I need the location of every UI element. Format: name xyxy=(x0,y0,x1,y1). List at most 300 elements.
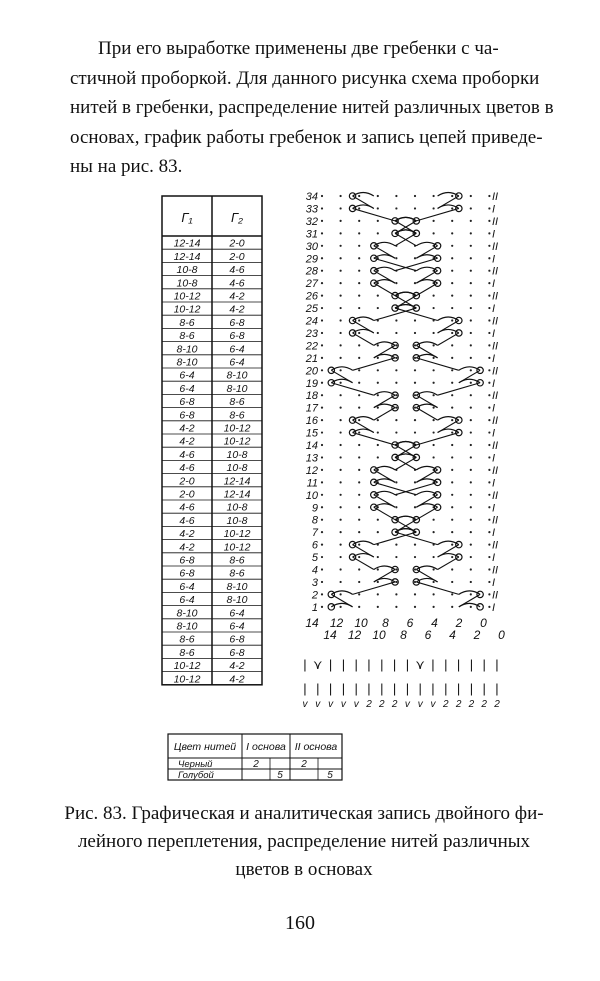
point-dot xyxy=(358,556,360,558)
point-dot xyxy=(377,581,379,583)
threading-comb-2-mark: | xyxy=(303,681,307,696)
point-dot xyxy=(488,519,490,521)
caption-line: Рис. 83. Графическая и аналитическая запись двойного фи- xyxy=(64,803,544,824)
chain-table-cell: 10-8 xyxy=(226,448,248,461)
row-comb-mark: I xyxy=(492,452,496,465)
chain-table-cell: 6-4 xyxy=(179,369,195,382)
point-dot xyxy=(488,282,490,284)
row-comb-mark: II xyxy=(492,290,499,303)
point-dot xyxy=(358,494,360,496)
row-number: 32 xyxy=(305,215,318,228)
chain-table-cell: 6-8 xyxy=(229,646,245,659)
chain-table-cell: 2-0 xyxy=(179,475,195,488)
point-dot xyxy=(414,207,416,209)
point-dot xyxy=(433,606,435,608)
point-dot xyxy=(321,407,323,409)
point-dot xyxy=(395,506,397,508)
point-dot xyxy=(377,456,379,458)
point-dot xyxy=(358,407,360,409)
point-dot xyxy=(358,282,360,284)
row-number: 18 xyxy=(305,390,318,403)
point-dot xyxy=(358,431,360,433)
threading-comb-1-mark: | xyxy=(456,657,461,672)
row-number: 6 xyxy=(311,539,318,552)
point-dot xyxy=(433,295,435,297)
comb-2-path-underlap xyxy=(374,482,417,494)
point-dot xyxy=(451,519,453,521)
point-dot xyxy=(451,394,453,396)
point-dot xyxy=(488,207,490,209)
row-number: 33 xyxy=(305,203,318,216)
chain-table-cell: 6-8 xyxy=(179,567,195,580)
point-dot xyxy=(488,270,490,272)
comb-1-path-underlap xyxy=(416,408,437,420)
threading-comb-1-mark: | xyxy=(444,657,448,672)
point-dot xyxy=(451,295,453,297)
point-dot xyxy=(321,456,323,458)
chain-table-cell: 10-12 xyxy=(173,660,201,673)
row-number: 12 xyxy=(305,464,318,477)
colors-table-row-label: Черный xyxy=(178,759,213,770)
chain-table-cell: 4-2 xyxy=(229,303,245,316)
point-dot xyxy=(470,568,472,570)
point-dot xyxy=(488,431,490,433)
point-dot xyxy=(433,232,435,234)
chain-table-cell: 4-6 xyxy=(179,462,195,475)
comb-2-path-underlap xyxy=(416,208,459,220)
point-dot xyxy=(321,544,323,546)
point-dot xyxy=(433,556,435,558)
point-dot xyxy=(377,431,379,433)
point-dot xyxy=(433,357,435,359)
point-dot xyxy=(451,357,453,359)
colors-table-header: II основа xyxy=(294,741,338,753)
point-dot xyxy=(414,369,416,371)
point-dot xyxy=(321,282,323,284)
point-dot xyxy=(377,332,379,334)
point-dot xyxy=(358,332,360,334)
chain-table-cell: 2-0 xyxy=(229,237,245,250)
row-number: 13 xyxy=(305,452,318,465)
point-dot xyxy=(321,295,323,297)
row-comb-mark: I xyxy=(492,203,496,216)
row-number: 1 xyxy=(311,601,318,614)
point-dot xyxy=(488,456,490,458)
row-comb-mark: I xyxy=(492,303,496,316)
row-comb-mark: I xyxy=(492,327,496,340)
point-dot xyxy=(414,257,416,259)
row-number: 34 xyxy=(305,191,318,203)
point-dot xyxy=(470,581,472,583)
chain-table-cell: 8-10 xyxy=(176,343,198,356)
chain-table-header: Г₁ xyxy=(181,210,193,225)
chain-table-cell: 12-14 xyxy=(173,250,201,263)
point-dot xyxy=(377,531,379,533)
point-dot xyxy=(395,481,397,483)
point-dot xyxy=(321,394,323,396)
point-dot xyxy=(340,369,342,371)
point-dot xyxy=(395,195,397,197)
point-dot xyxy=(321,344,323,346)
threading-bottom-label: v xyxy=(302,699,308,710)
chain-table-cell: 10-8 xyxy=(176,264,198,277)
point-dot xyxy=(321,593,323,595)
row-comb-mark: I xyxy=(492,552,496,565)
point-dot xyxy=(488,357,490,359)
comb-1-path-underlap xyxy=(395,308,438,320)
chain-table-cell: 10-8 xyxy=(176,277,198,290)
point-dot xyxy=(340,568,342,570)
point-dot xyxy=(395,407,397,409)
comb-1-path-underlap xyxy=(374,258,417,270)
point-dot xyxy=(451,207,453,209)
row-comb-mark: II xyxy=(492,215,499,228)
threading-comb-1-mark: ⋎ xyxy=(415,657,425,672)
comb-2-path-underlap xyxy=(416,507,437,519)
chain-table-cell: 6-8 xyxy=(179,409,195,422)
point-dot xyxy=(451,270,453,272)
point-dot xyxy=(377,207,379,209)
point-dot xyxy=(470,419,472,421)
comb-1-path-underlap xyxy=(353,582,396,594)
point-dot xyxy=(451,568,453,570)
point-dot xyxy=(340,606,342,608)
point-dot xyxy=(321,245,323,247)
row-comb-mark: II xyxy=(492,564,499,577)
threading-comb-2-mark: | xyxy=(431,681,435,696)
chain-table-cell: 10-8 xyxy=(226,501,248,514)
point-dot xyxy=(321,568,323,570)
point-dot xyxy=(470,531,472,533)
point-dot xyxy=(395,319,397,321)
point-dot xyxy=(358,394,360,396)
threading-comb-1-mark: | xyxy=(495,657,499,672)
threading-comb-2-mark: | xyxy=(341,681,346,696)
point-dot xyxy=(433,456,435,458)
chain-table-cell: 10-12 xyxy=(173,303,201,316)
needle-label: 0 xyxy=(480,616,487,630)
point-dot xyxy=(470,195,472,197)
chain-table-cell: 6-8 xyxy=(179,396,195,409)
point-dot xyxy=(488,295,490,297)
point-dot xyxy=(395,544,397,546)
point-dot xyxy=(358,481,360,483)
point-dot xyxy=(395,568,397,570)
point-dot xyxy=(433,444,435,446)
chain-table-cell: 8-10 xyxy=(176,620,198,633)
row-comb-mark: I xyxy=(492,253,496,266)
chain-table-cell: 4-2 xyxy=(179,435,195,448)
chain-table-cell: 8-10 xyxy=(226,580,248,593)
row-comb-mark: I xyxy=(492,502,496,515)
point-dot xyxy=(414,382,416,384)
needle-label: 2 xyxy=(473,628,481,642)
chain-table-cell: 8-10 xyxy=(226,382,248,395)
point-dot xyxy=(340,556,342,558)
point-dot xyxy=(433,407,435,409)
point-dot xyxy=(358,369,360,371)
chain-table-cell: 6-4 xyxy=(179,594,195,607)
point-dot xyxy=(321,220,323,222)
comb-1-path-underlap xyxy=(353,208,396,220)
point-dot xyxy=(451,382,453,384)
threading-comb-2-mark: | xyxy=(456,681,461,696)
point-dot xyxy=(451,431,453,433)
chain-table-cell: 6-4 xyxy=(179,580,195,593)
point-dot xyxy=(488,332,490,334)
chain-table-cell: 8-6 xyxy=(179,330,195,343)
point-dot xyxy=(395,419,397,421)
needle-label: 6 xyxy=(424,628,432,642)
chain-table-cell: 2-0 xyxy=(229,250,245,263)
point-dot xyxy=(340,207,342,209)
row-number: 9 xyxy=(311,502,318,515)
chain-table-cell: 10-12 xyxy=(223,422,251,435)
point-dot xyxy=(488,232,490,234)
point-dot xyxy=(377,344,379,346)
row-number: 3 xyxy=(311,576,318,589)
point-dot xyxy=(321,382,323,384)
chain-table-cell: 4-6 xyxy=(179,514,195,527)
point-dot xyxy=(414,319,416,321)
point-dot xyxy=(321,431,323,433)
comb-2-path-underlap xyxy=(416,582,459,594)
chain-table-cell: 10-12 xyxy=(223,541,251,554)
comb-2-path-underlap xyxy=(374,408,395,420)
threading-comb-1-mark: ⋎ xyxy=(313,657,323,672)
page-number: 160 xyxy=(285,912,315,934)
threading-comb-1-mark: | xyxy=(303,657,307,672)
point-dot xyxy=(488,257,490,259)
point-dot xyxy=(321,232,323,234)
row-number: 2 xyxy=(311,589,318,602)
point-dot xyxy=(340,544,342,546)
point-dot xyxy=(358,257,360,259)
point-dot xyxy=(488,556,490,558)
point-dot xyxy=(470,344,472,346)
point-dot xyxy=(321,481,323,483)
row-comb-mark: I xyxy=(492,527,496,540)
threading-comb-2-mark: | xyxy=(444,681,448,696)
point-dot xyxy=(340,195,342,197)
point-dot xyxy=(433,581,435,583)
point-dot xyxy=(433,369,435,371)
point-dot xyxy=(451,257,453,259)
threading-bottom-label: v xyxy=(340,699,346,710)
caption-line: лейного переплетения, распределение нитей различных xyxy=(77,831,531,852)
point-dot xyxy=(340,456,342,458)
chain-table-cell: 4-2 xyxy=(179,528,195,541)
chain-table-cell: 4-2 xyxy=(229,673,245,686)
point-dot xyxy=(358,419,360,421)
point-dot xyxy=(451,606,453,608)
point-dot xyxy=(414,481,416,483)
comb-1-path-underlap xyxy=(416,358,459,370)
colors-table-header: Цвет нитей xyxy=(173,741,237,753)
point-dot xyxy=(395,332,397,334)
point-dot xyxy=(321,444,323,446)
threading-comb-1-mark: | xyxy=(341,657,346,672)
point-dot xyxy=(414,195,416,197)
point-dot xyxy=(414,394,416,396)
needle-label: 14 xyxy=(305,616,319,630)
point-dot xyxy=(395,369,397,371)
chain-table-cell: 12-14 xyxy=(173,237,201,250)
chain-table-cell: 10-12 xyxy=(173,673,201,686)
point-dot xyxy=(395,357,397,359)
needle-label: 10 xyxy=(354,616,368,630)
point-dot xyxy=(377,295,379,297)
point-dot xyxy=(395,382,397,384)
row-comb-mark: II xyxy=(492,340,499,353)
point-dot xyxy=(340,357,342,359)
threading-bottom-label: v xyxy=(315,699,321,710)
threading-comb-2-mark: | xyxy=(392,681,397,696)
point-dot xyxy=(321,606,323,608)
point-dot xyxy=(488,307,490,309)
point-dot xyxy=(451,332,453,334)
needle-label: 0 xyxy=(498,628,505,642)
point-dot xyxy=(358,506,360,508)
point-dot xyxy=(451,544,453,546)
point-dot xyxy=(451,307,453,309)
point-dot xyxy=(395,593,397,595)
point-dot xyxy=(414,544,416,546)
chain-table-cell: 10-8 xyxy=(226,462,248,475)
comb-2-path-underlap xyxy=(438,557,459,569)
row-number: 8 xyxy=(311,514,318,527)
intro-line: При его выработке применены две гребенки с ча- xyxy=(98,38,499,59)
comb-2-path-underlap xyxy=(395,532,438,544)
row-comb-mark: II xyxy=(492,464,499,477)
point-dot xyxy=(470,357,472,359)
point-dot xyxy=(488,568,490,570)
colors-table-row-label: Голубой xyxy=(178,770,214,781)
row-comb-mark: I xyxy=(492,427,496,440)
threading-comb-2-mark: | xyxy=(316,681,320,696)
point-dot xyxy=(433,531,435,533)
point-dot xyxy=(340,295,342,297)
point-dot xyxy=(488,195,490,197)
point-dot xyxy=(377,407,379,409)
chain-table-cell: 8-6 xyxy=(229,554,245,567)
point-dot xyxy=(321,469,323,471)
threading-comb-2-mark: | xyxy=(354,681,358,696)
chain-table-cell: 8-6 xyxy=(179,633,195,646)
row-comb-mark: II xyxy=(492,240,499,253)
intro-line: ны на рис. 83. xyxy=(70,156,183,177)
point-dot xyxy=(488,469,490,471)
point-dot xyxy=(451,419,453,421)
point-dot xyxy=(451,232,453,234)
point-dot xyxy=(340,481,342,483)
point-dot xyxy=(377,568,379,570)
chain-table-cell: 10-12 xyxy=(223,435,251,448)
row-number: 31 xyxy=(305,228,318,241)
point-dot xyxy=(358,581,360,583)
point-dot xyxy=(377,220,379,222)
needle-label: 4 xyxy=(449,628,456,642)
point-dot xyxy=(470,220,472,222)
point-dot xyxy=(340,220,342,222)
point-dot xyxy=(358,245,360,247)
point-dot xyxy=(488,581,490,583)
intro-line: стичной проборкой. Для данного рисунка схема проборки xyxy=(70,67,540,89)
point-dot xyxy=(470,369,472,371)
threading-comb-2-mark: | xyxy=(328,681,333,696)
row-comb-mark: I xyxy=(492,576,496,589)
chain-table-cell: 4-6 xyxy=(229,277,245,290)
needle-label: 8 xyxy=(400,628,407,642)
threading-comb-2-mark: | xyxy=(405,681,410,696)
chain-table-cell: 4-6 xyxy=(229,264,245,277)
chain-table-cell: 2-0 xyxy=(179,488,195,501)
threading-bottom-label: 2 xyxy=(481,699,487,710)
point-dot xyxy=(470,257,472,259)
point-dot xyxy=(470,481,472,483)
row-number: 10 xyxy=(305,489,318,502)
point-dot xyxy=(321,419,323,421)
point-dot xyxy=(377,593,379,595)
threading-bottom-label: v xyxy=(328,699,334,710)
comb-1-path-underlap xyxy=(353,557,374,569)
threading-comb-2-mark: | xyxy=(495,681,499,696)
row-comb-mark: II xyxy=(492,514,499,527)
chain-table-cell: 8-6 xyxy=(229,396,245,409)
point-dot xyxy=(358,382,360,384)
point-dot xyxy=(377,357,379,359)
comb-2-path-underlap xyxy=(374,283,395,295)
point-dot xyxy=(488,319,490,321)
chain-table-cell: 4-6 xyxy=(179,448,195,461)
row-comb-mark: II xyxy=(492,489,499,502)
point-dot xyxy=(451,282,453,284)
point-dot xyxy=(358,307,360,309)
point-dot xyxy=(340,394,342,396)
point-dot xyxy=(340,469,342,471)
figure-caption xyxy=(34,800,574,884)
comb-2-path-loop xyxy=(371,479,377,485)
point-dot xyxy=(358,593,360,595)
comb-2-path-loop xyxy=(371,268,377,274)
point-dot xyxy=(470,407,472,409)
point-dot xyxy=(414,581,416,583)
point-dot xyxy=(340,431,342,433)
point-dot xyxy=(470,295,472,297)
point-dot xyxy=(395,344,397,346)
point-dot xyxy=(451,444,453,446)
threading-bottom-label: 2 xyxy=(468,699,475,710)
point-dot xyxy=(340,344,342,346)
point-dot xyxy=(321,332,323,334)
colors-table-header: I основа xyxy=(246,741,286,753)
point-dot xyxy=(470,245,472,247)
row-number: 25 xyxy=(305,303,318,316)
point-dot xyxy=(470,519,472,521)
point-dot xyxy=(451,319,453,321)
point-dot xyxy=(470,431,472,433)
point-dot xyxy=(414,606,416,608)
point-dot xyxy=(433,394,435,396)
point-dot xyxy=(377,519,379,521)
point-dot xyxy=(414,344,416,346)
chain-table-cell: 12-14 xyxy=(223,475,251,488)
row-comb-mark: I xyxy=(492,352,496,365)
chain-table-cell: 8-10 xyxy=(226,594,248,607)
threading-comb-2-mark: | xyxy=(367,681,371,696)
chain-table-header: Г₂ xyxy=(230,210,244,225)
row-number: 27 xyxy=(305,278,318,291)
